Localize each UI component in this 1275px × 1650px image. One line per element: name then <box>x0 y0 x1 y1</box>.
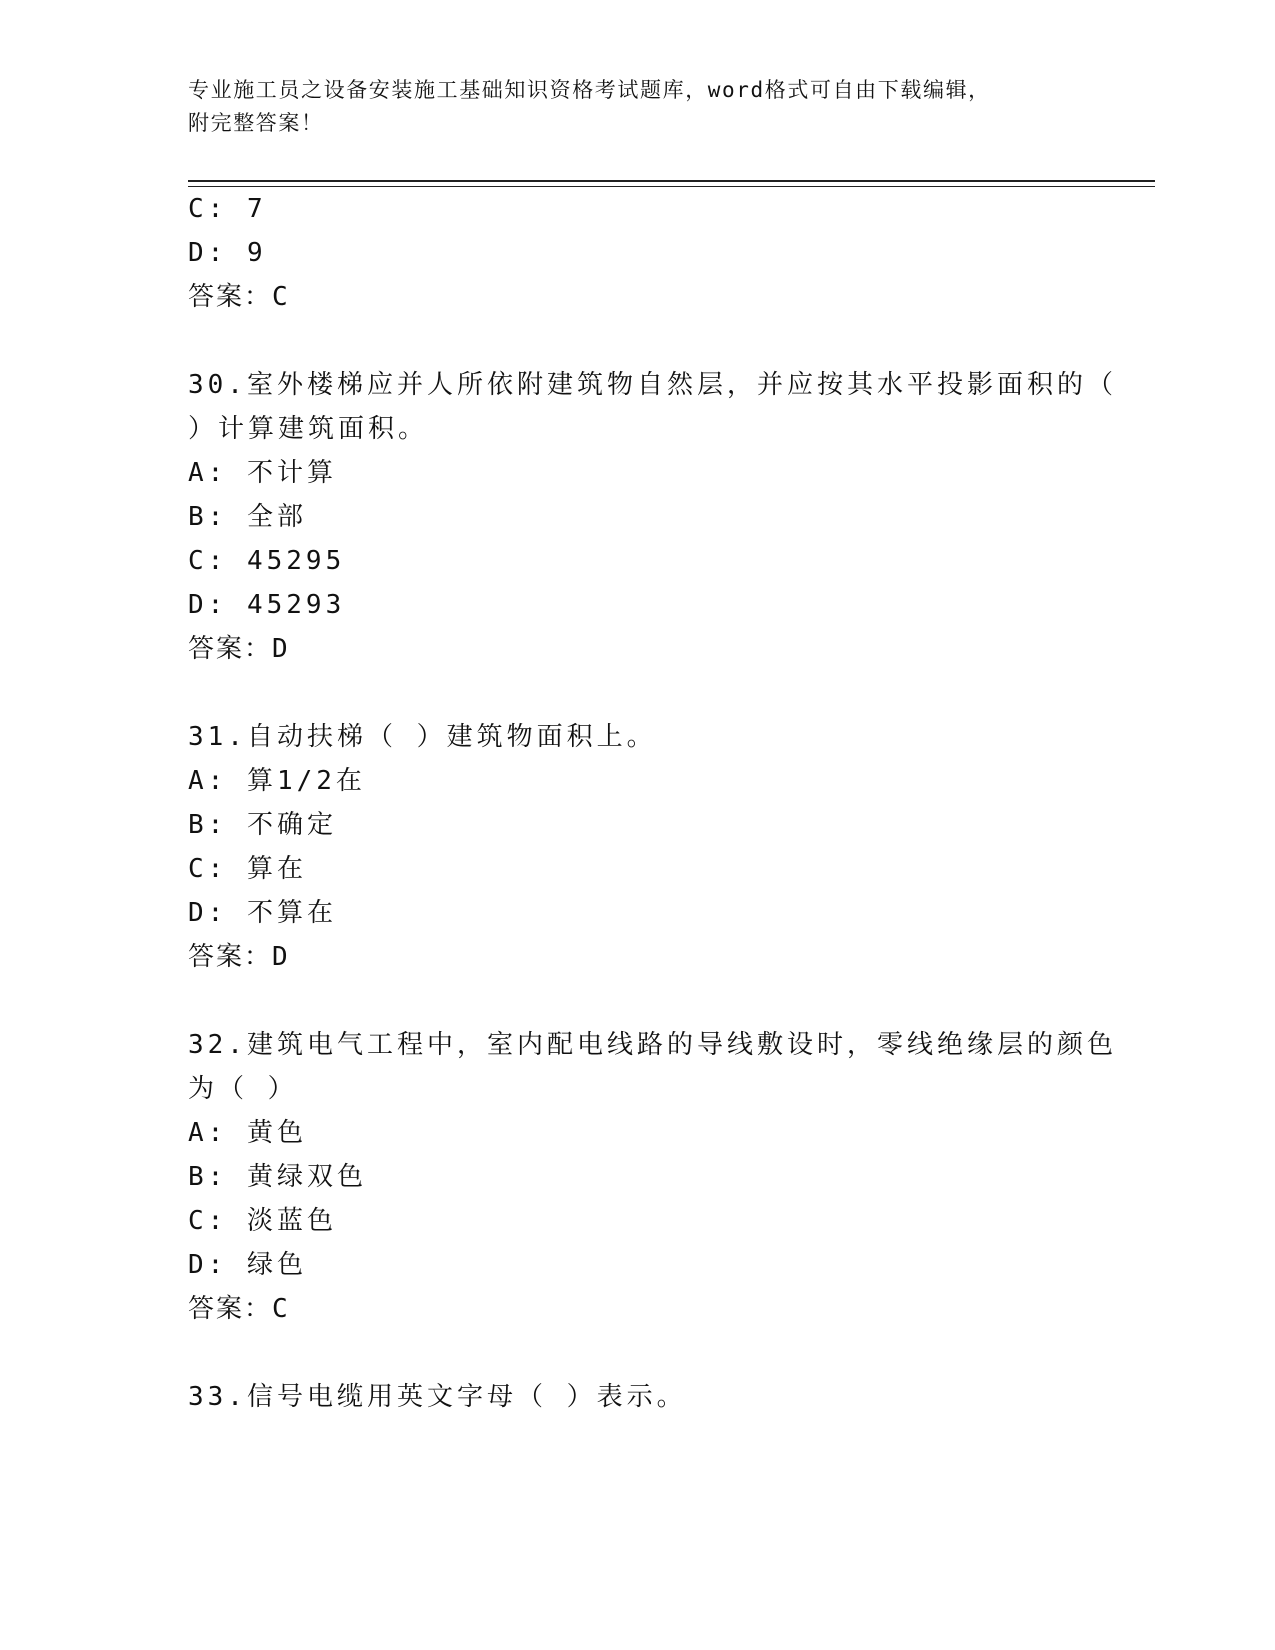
q31-option-d: D: 不算在 <box>188 898 337 928</box>
q32-option-c: C: 淡蓝色 <box>188 1206 337 1236</box>
q31-option-a: A: 算1/2在 <box>188 766 366 796</box>
q30-stem-line-2: ）计算建筑面积。 <box>188 414 429 444</box>
q31-answer: 答案：D <box>188 942 290 972</box>
q30-answer: 答案：D <box>188 634 290 664</box>
q30-option-a: A: 不计算 <box>188 458 337 488</box>
q31-option-b: B: 不确定 <box>188 810 337 840</box>
document-page <box>188 0 1118 1650</box>
q29-option-c: C: 7 <box>188 194 267 224</box>
q32-option-a: A: 黄色 <box>188 1118 307 1148</box>
q30-option-d: D: 45293 <box>188 590 346 620</box>
q30-option-b: B: 全部 <box>188 502 307 532</box>
q31-stem: 31.自动扶梯（ ）建筑物面积上。 <box>188 722 657 752</box>
header-rule-thin <box>188 186 1155 187</box>
q31-option-c: C: 算在 <box>188 854 307 884</box>
header-line-2: 附完整答案！ <box>188 111 324 135</box>
page-header <box>188 74 1088 140</box>
q32-option-d: D: 绿色 <box>188 1250 307 1280</box>
header-rule-thick <box>188 180 1155 182</box>
q32-answer: 答案：C <box>188 1294 290 1324</box>
q29-answer: 答案：C <box>188 282 290 312</box>
q30-option-c: C: 45295 <box>188 546 346 576</box>
q32-option-b: B: 黄绿双色 <box>188 1162 367 1192</box>
q32-stem-line-2: 为（ ） <box>188 1074 298 1104</box>
q30-stem-line-1: 30.室外楼梯应并人所依附建筑物自然层，并应按其水平投影面积的（ <box>188 370 1117 400</box>
q33-stem: 33.信号电缆用英文字母（ ）表示。 <box>188 1382 687 1412</box>
q29-option-d: D: 9 <box>188 238 267 268</box>
header-line-1: 专业施工员之设备安装施工基础知识资格考试题库，word格式可自由下载编辑， <box>188 78 991 102</box>
q32-stem-line-1: 32.建筑电气工程中，室内配电线路的导线敷设时，零线绝缘层的颜色 <box>188 1030 1117 1060</box>
